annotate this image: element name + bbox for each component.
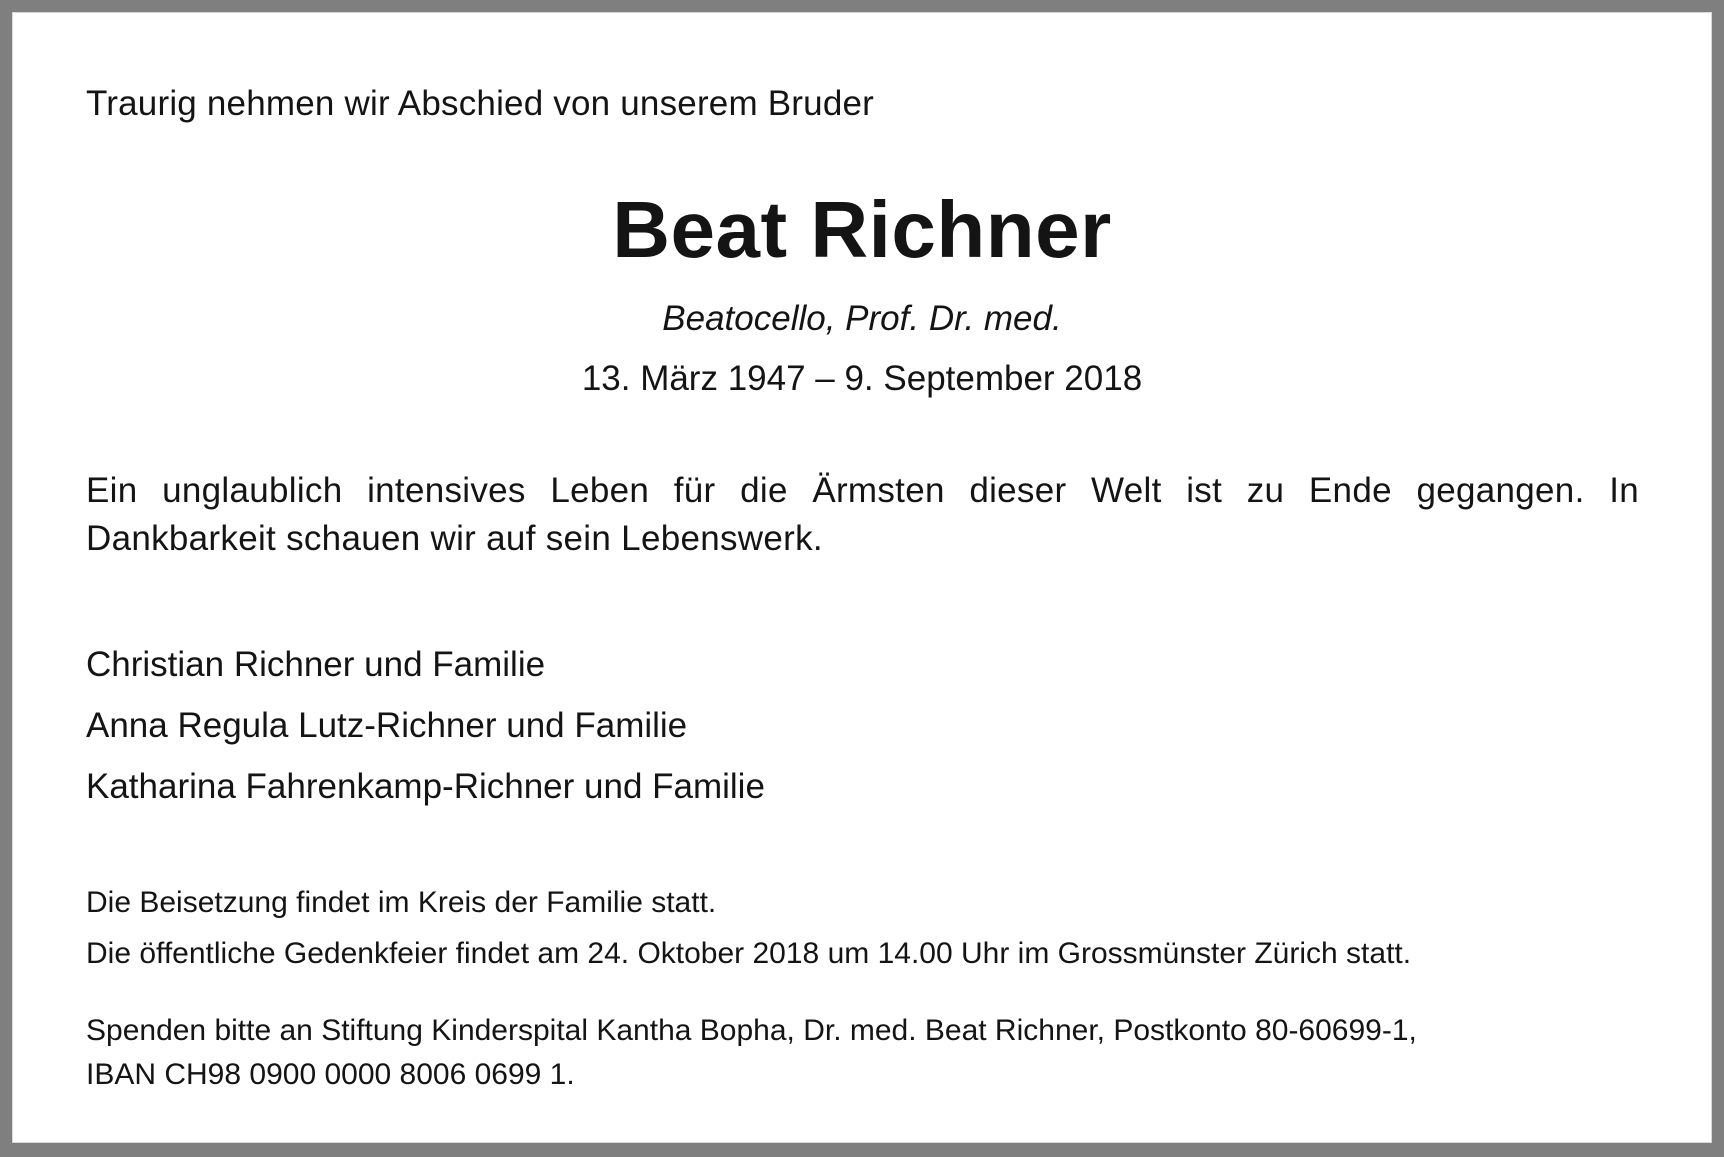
deceased-title: Beatocello, Prof. Dr. med.	[662, 299, 1062, 338]
obituary-notice	[12, 12, 1712, 1143]
donation-info	[86, 1009, 1646, 1097]
tribute-text: Ein unglaublich intensives Leben für die Ärmsten dieser Welt ist zu Ende gegangen. In Dankbarkeit schauen wir auf sein Lebenswerk.	[86, 471, 1639, 558]
mourner-item: Christian Richner und Familie	[86, 645, 546, 684]
donation-line: Spenden bitte an Stiftung Kinderspital Kantha Bopha, Dr. med. Beat Richner, Postkonto 80-60699-1,	[86, 1014, 1417, 1047]
ceremony-notes	[86, 877, 1411, 979]
life-dates: 13. März 1947 – 9. September 2018	[581, 359, 1143, 398]
mourners-list	[86, 634, 765, 817]
mourner-item: Katharina Fahrenkamp-Richner und Familie	[86, 767, 765, 806]
burial-note: Die Beisetzung findet im Kreis der Familie statt.	[86, 886, 717, 919]
donation-line: IBAN CH98 0900 0000 8006 0699 1.	[86, 1058, 575, 1091]
intro-text: Traurig nehmen wir Abschied von unserem Bruder	[86, 84, 875, 123]
mourner-item: Anna Regula Lutz-Richner und Familie	[86, 706, 688, 745]
deceased-name: Beat Richner	[612, 185, 1112, 274]
memorial-note: Die öffentliche Gedenkfeier findet am 24. Oktober 2018 um 14.00 Uhr im Grossmünster Zürich statt.	[86, 937, 1412, 970]
